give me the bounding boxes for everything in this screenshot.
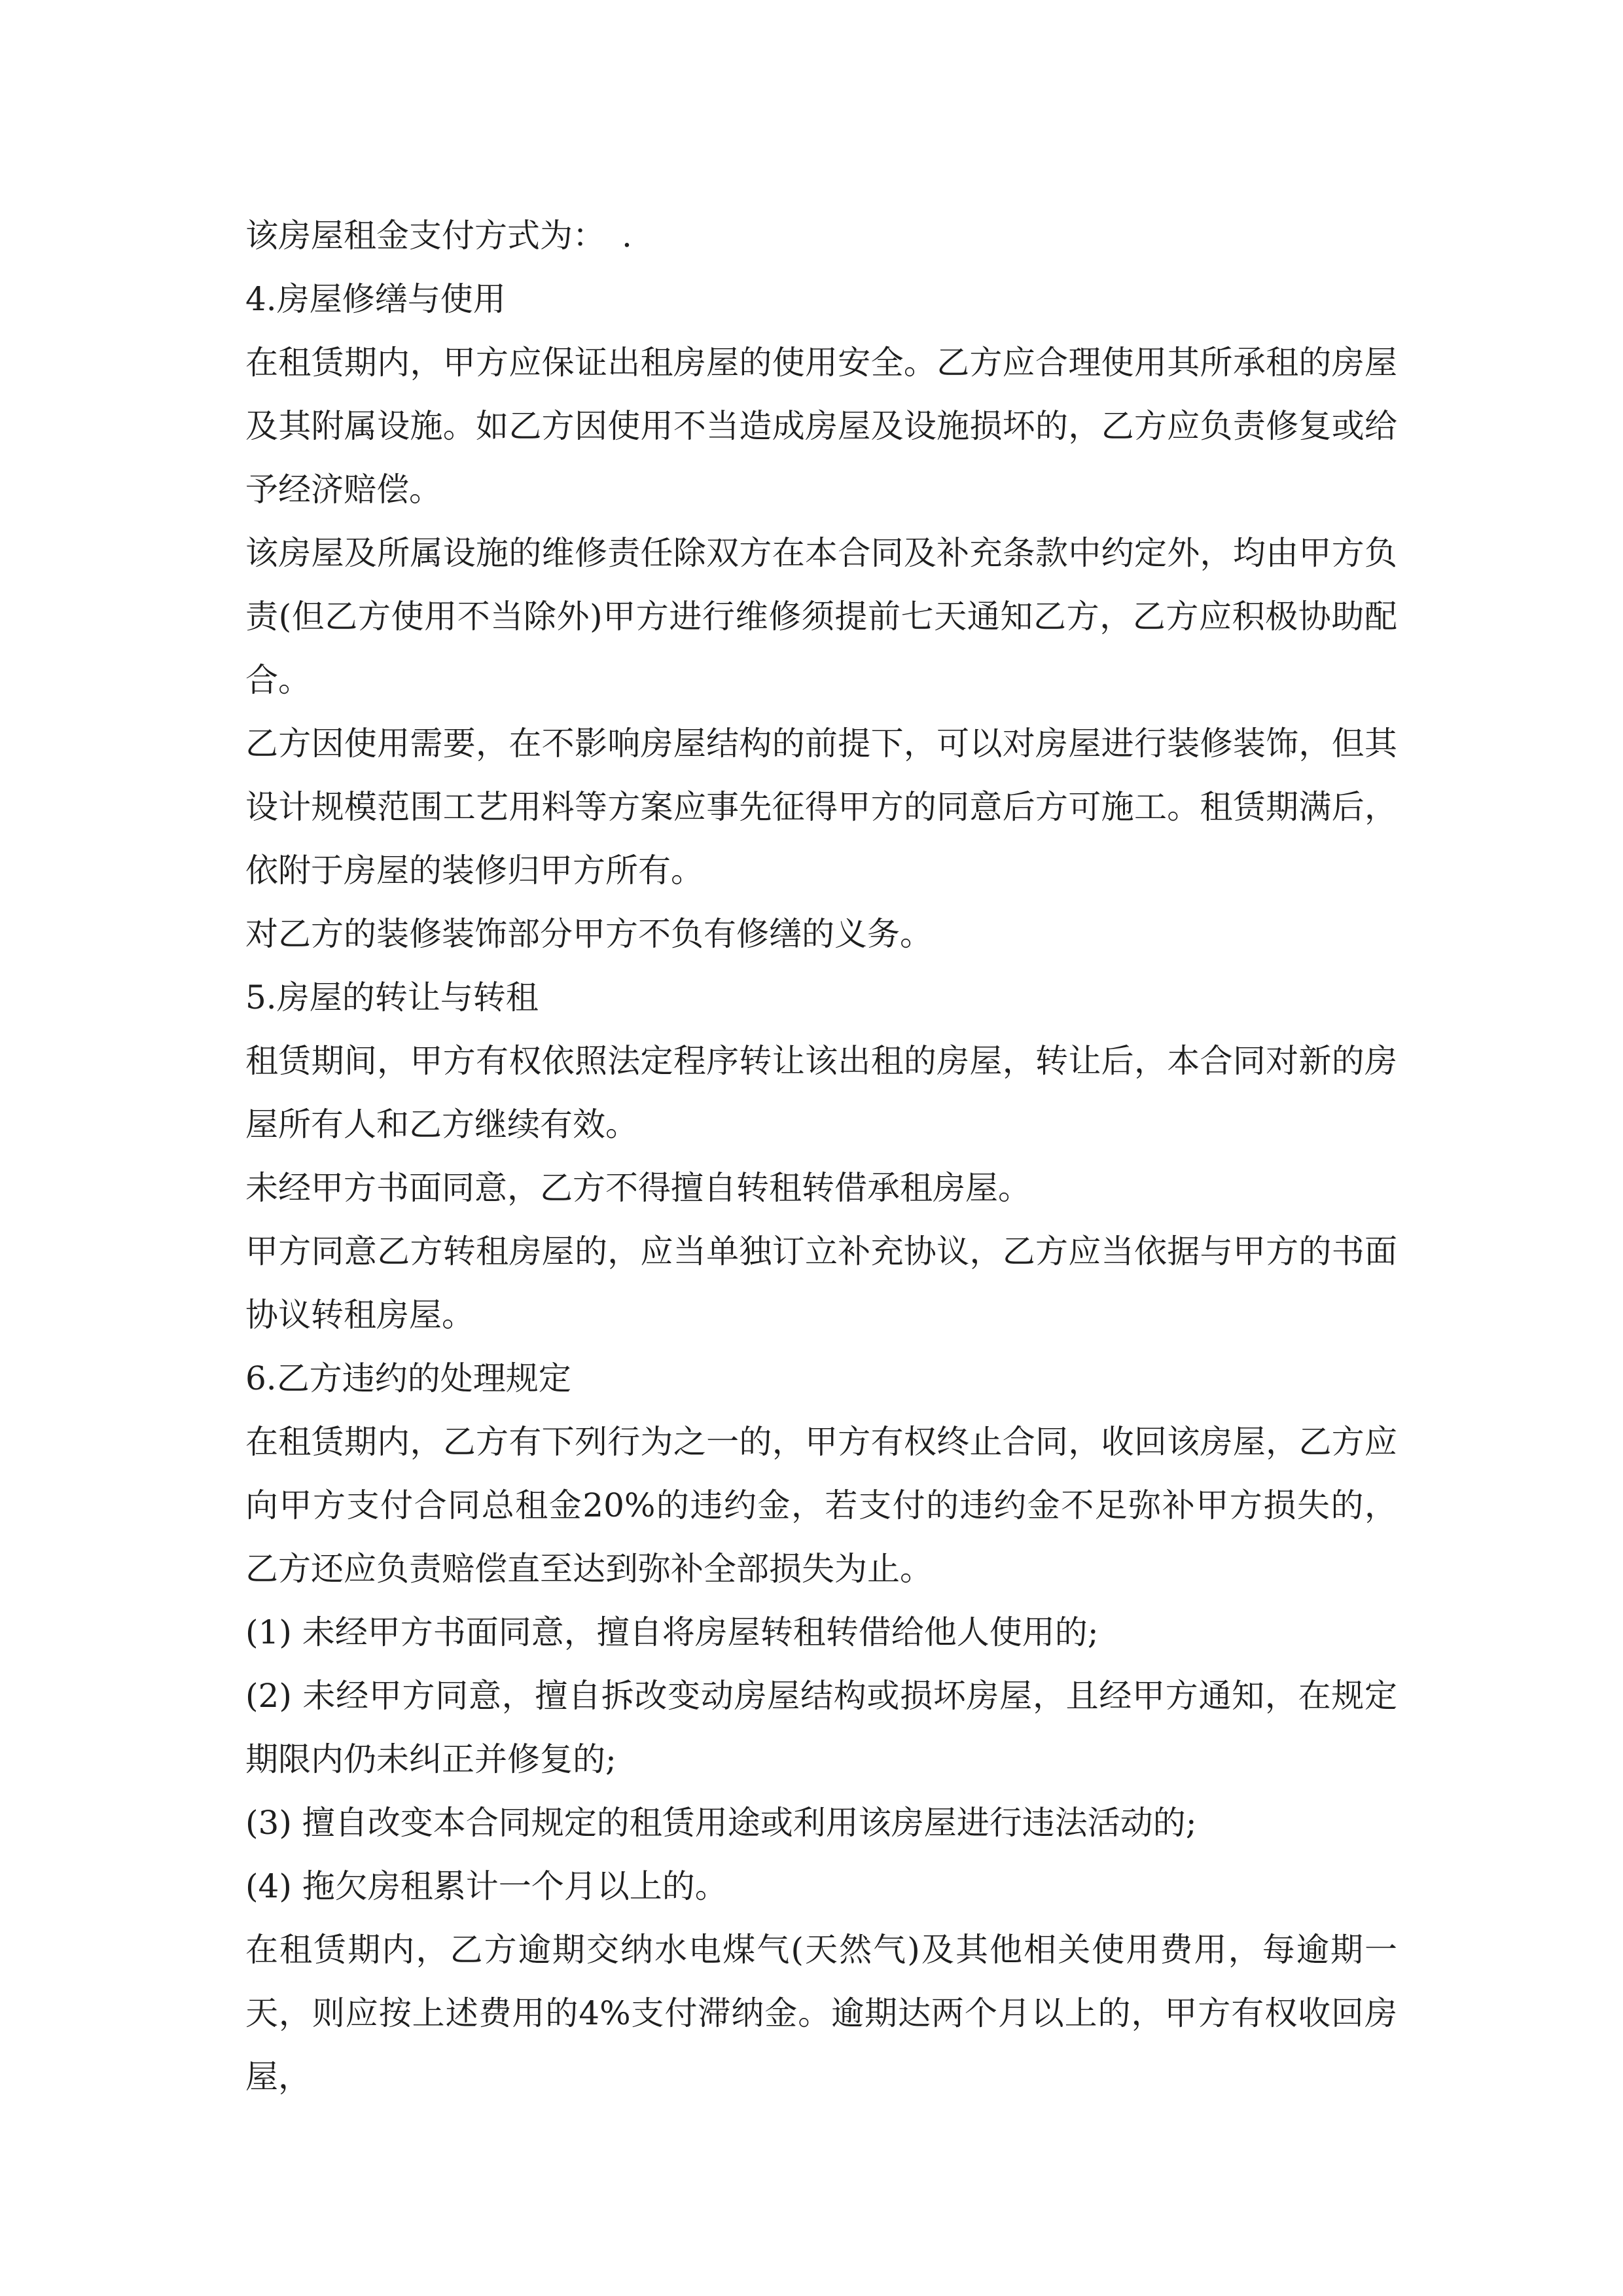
paragraph: 该房屋及所属设施的维修责任除双方在本合同及补充条款中约定外，均由甲方负责(但乙方使用不当除外)甲方进行维修须提前七天通知乙方，乙方应积极协助配合。: [245, 534, 1397, 699]
paragraph: 对乙方的装修装饰部分甲方不负有修缮的义务。: [245, 915, 933, 953]
payment-method-line: 该房屋租金支付方式为： .: [245, 217, 632, 255]
section-heading-breach: 6.乙方违约的处理规定: [245, 1359, 571, 1397]
paragraph: 租赁期间，甲方有权依照法定程序转让该出租的房屋，转让后，本合同对新的房屋所有人和乙方继续有效。: [245, 1042, 1397, 1143]
paragraph: 未经甲方书面同意，乙方不得擅自转租转借承租房屋。: [245, 1169, 1031, 1207]
list-item: (3) 擅自改变本合同规定的租赁用途或利用该房屋进行违法活动的;: [245, 1804, 1197, 1842]
paragraph: 在租赁期内，乙方逾期交纳水电煤气(天然气)及其他相关使用费用，每逾期一天，则应按上述费用的4%支付滞纳金。逾期达两个月以上的，甲方有权收回房屋，: [245, 1931, 1397, 2096]
section-heading-repair: 4.房屋修缮与使用: [245, 280, 506, 318]
paragraph: 乙方因使用需要，在不影响房屋结构的前提下，可以对房屋进行装修装饰，但其设计规模范围工艺用料等方案应事先征得甲方的同意后方可施工。租赁期满后，依附于房屋的装修归甲方所有。: [245, 725, 1397, 889]
section-heading-transfer: 5.房屋的转让与转租: [245, 978, 539, 1016]
paragraph: 甲方同意乙方转租房屋的，应当单独订立补充协议，乙方应当依据与甲方的书面协议转租房屋。: [245, 1232, 1397, 1334]
list-item: (1) 未经甲方书面同意，擅自将房屋转租转借给他人使用的;: [245, 1613, 1099, 1651]
paragraph: 在租赁期内，乙方有下列行为之一的，甲方有权终止合同，收回该房屋，乙方应向甲方支付合同总租金20%的违约金，若支付的违约金不足弥补甲方损失的，乙方还应负责赔偿直至达到弥补全部损失为止。: [245, 1423, 1397, 1588]
list-item: (4) 拖欠房租累计一个月以上的。: [245, 1867, 728, 1905]
list-item: (2) 未经甲方同意，擅自拆改变动房屋结构或损坏房屋，且经甲方通知，在规定期限内仍未纠正并修复的;: [245, 1677, 1397, 1778]
paragraph: 在租赁期内，甲方应保证出租房屋的使用安全。乙方应合理使用其所承租的房屋及其附属设施。如乙方因使用不当造成房屋及设施损坏的，乙方应负责修复或给予经济赔偿。: [245, 344, 1397, 509]
document-body: [245, 204, 1397, 2109]
